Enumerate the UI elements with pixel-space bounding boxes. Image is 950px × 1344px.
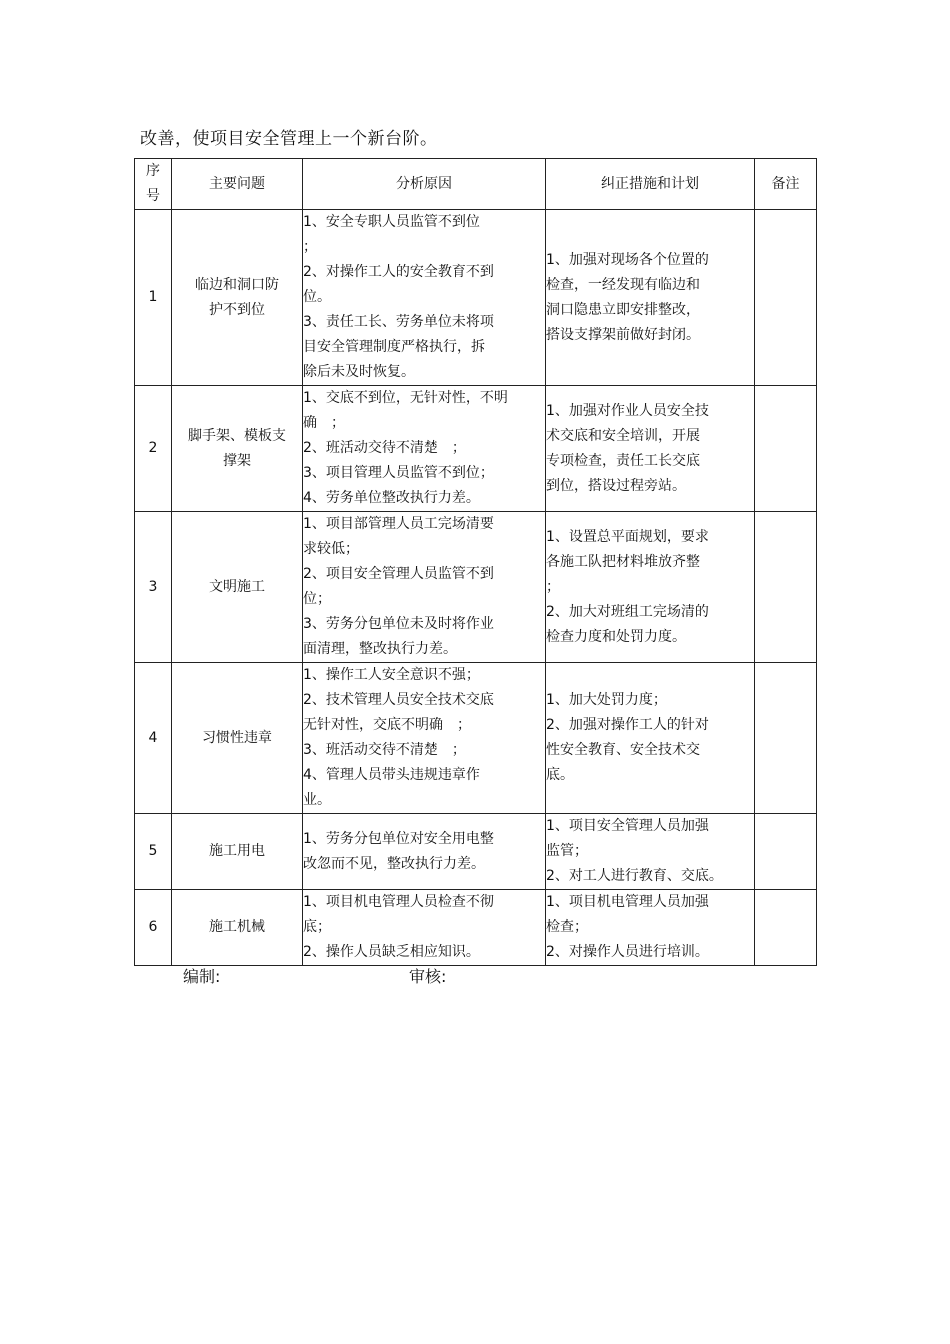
row-note (755, 814, 817, 890)
row-number: 6 (135, 890, 172, 966)
header-measures: 纠正措施和计划 (546, 159, 755, 210)
analysis-line: 2、班活动交待不清楚 ； (303, 440, 466, 456)
analysis-line: 3、责任工长、劳务单位未将项 (303, 314, 494, 330)
row-number: 4 (135, 663, 172, 814)
measures-line: 2、对操作人员进行培训。 (546, 944, 709, 960)
table-row (135, 663, 817, 814)
measures-line: 监管； (546, 843, 588, 859)
row-number: 2 (135, 386, 172, 512)
header-problem: 主要问题 (172, 159, 303, 210)
row-note (755, 890, 817, 966)
problem-line: 施工机械 (209, 919, 265, 935)
row-note (755, 512, 817, 663)
problem-line: 习惯性违章 (202, 729, 272, 746)
measures-line: 1、加大处罚力度； (546, 692, 667, 708)
analysis-line: 面清理，整改执行力差。 (303, 641, 457, 657)
row-measures (546, 512, 755, 663)
analysis-line: 3、班活动交待不清楚 ； (303, 742, 466, 758)
analysis-line: 2、对操作工人的安全教育不到 (303, 264, 494, 280)
measures-line: 检查，一经发现有临边和 (546, 276, 700, 293)
analysis-line: 确 ； (303, 415, 345, 431)
analysis-line: 2、操作人员缺乏相应知识。 (303, 944, 480, 960)
problem-line: 护不到位 (209, 301, 265, 318)
table-row (135, 890, 817, 966)
row-measures (546, 890, 755, 966)
problem-line: 文明施工 (209, 578, 265, 595)
row-measures (546, 814, 755, 890)
analysis-line: 底； (303, 919, 331, 935)
table-row (135, 386, 817, 512)
header-notes: 备注 (755, 159, 817, 210)
reviewed-by-label: 审核: (409, 967, 447, 986)
row-analysis (303, 210, 546, 386)
analysis-line: 改忽而不见，整改执行力差。 (303, 855, 485, 872)
measures-line: 2、对工人进行教育、交底。 (546, 868, 723, 884)
problem-table (134, 158, 817, 966)
analysis-line: 2、项目安全管理人员监管不到 (303, 566, 494, 582)
analysis-line: 4、劳务单位整改执行力差。 (303, 490, 480, 506)
analysis-line: 目安全管理制度严格执行，拆 (303, 339, 485, 355)
analysis-line: 位； (303, 591, 331, 607)
problem-line: 临边和洞口防 (195, 276, 279, 293)
measures-line: 底。 (546, 767, 574, 783)
header-seq-line-1: 序 (146, 163, 160, 179)
measures-line: ； (546, 578, 560, 595)
row-measures (546, 663, 755, 814)
row-analysis (303, 890, 546, 966)
row-problem (172, 814, 303, 890)
analysis-line: 1、项目部管理人员工完场清要 (303, 516, 494, 532)
measures-line: 1、加强对作业人员安全技 (546, 402, 709, 419)
row-problem (172, 386, 303, 512)
measures-line: 洞口隐患立即安排整改， (546, 301, 700, 318)
analysis-line: ； (303, 239, 317, 255)
measures-line: 1、项目机电管理人员加强 (546, 894, 709, 910)
row-measures (546, 386, 755, 512)
measures-line: 1、加强对现场各个位置的 (546, 251, 709, 268)
header-seq-line-2: 号 (146, 188, 160, 204)
analysis-line: 业。 (303, 792, 331, 808)
analysis-line: 2、技术管理人员安全技术交底 (303, 692, 494, 708)
intro-text: 改善，使项目安全管理上一个新台阶。 (140, 129, 438, 149)
problem-line: 施工用电 (209, 843, 265, 859)
analysis-line: 3、项目管理人员监管不到位； (303, 465, 494, 481)
analysis-line: 4、管理人员带头违规违章作 (303, 767, 480, 783)
analysis-line: 位。 (303, 289, 331, 305)
measures-line: 各施工队把材料堆放齐整 (546, 553, 700, 570)
header-analysis: 分析原因 (303, 159, 546, 210)
row-problem (172, 512, 303, 663)
measures-line: 1、项目安全管理人员加强 (546, 818, 709, 834)
measures-line: 专项检查，责任工长交底 (546, 452, 700, 469)
table-row (135, 210, 817, 386)
problem-line: 撑架 (223, 452, 251, 469)
compiled-by-label: 编制: (183, 967, 221, 986)
row-note (755, 663, 817, 814)
measures-line: 性安全教育、安全技术交 (546, 742, 700, 758)
header-row (135, 159, 817, 210)
table-row (135, 512, 817, 663)
analysis-line: 除后未及时恢复。 (303, 364, 415, 380)
problem-line: 脚手架、模板支 (188, 427, 286, 444)
analysis-line: 求较低； (303, 541, 359, 557)
row-problem (172, 663, 303, 814)
row-problem (172, 210, 303, 386)
measures-line: 搭设支撑架前做好封闭。 (546, 326, 700, 343)
analysis-line: 1、操作工人安全意识不强； (303, 667, 480, 683)
measures-line: 到位，搭设过程旁站。 (546, 477, 686, 494)
analysis-line: 无针对性，交底不明确 ； (303, 717, 471, 733)
measures-line: 2、加强对操作工人的针对 (546, 717, 709, 733)
row-measures (546, 210, 755, 386)
row-number: 5 (135, 814, 172, 890)
analysis-line: 1、劳务分包单位对安全用电整 (303, 830, 494, 847)
header-seq (135, 159, 172, 210)
row-note (755, 386, 817, 512)
analysis-line: 3、劳务分包单位未及时将作业 (303, 616, 494, 632)
table-row (135, 814, 817, 890)
measures-line: 1、设置总平面规划，要求 (546, 528, 709, 545)
row-number: 1 (135, 210, 172, 386)
row-problem (172, 890, 303, 966)
analysis-line: 1、交底不到位，无针对性，不明 (303, 390, 508, 406)
row-note (755, 210, 817, 386)
row-analysis (303, 386, 546, 512)
measures-line: 2、加大对班组工完场清的 (546, 603, 709, 620)
measures-line: 检查力度和处罚力度。 (546, 628, 686, 645)
row-analysis (303, 663, 546, 814)
analysis-line: 1、项目机电管理人员检查不彻 (303, 894, 494, 910)
row-analysis (303, 512, 546, 663)
measures-line: 检查； (546, 919, 588, 935)
analysis-line: 1、安全专职人员监管不到位 (303, 214, 480, 230)
measures-line: 术交底和安全培训，开展 (546, 427, 700, 444)
row-analysis (303, 814, 546, 890)
row-number: 3 (135, 512, 172, 663)
